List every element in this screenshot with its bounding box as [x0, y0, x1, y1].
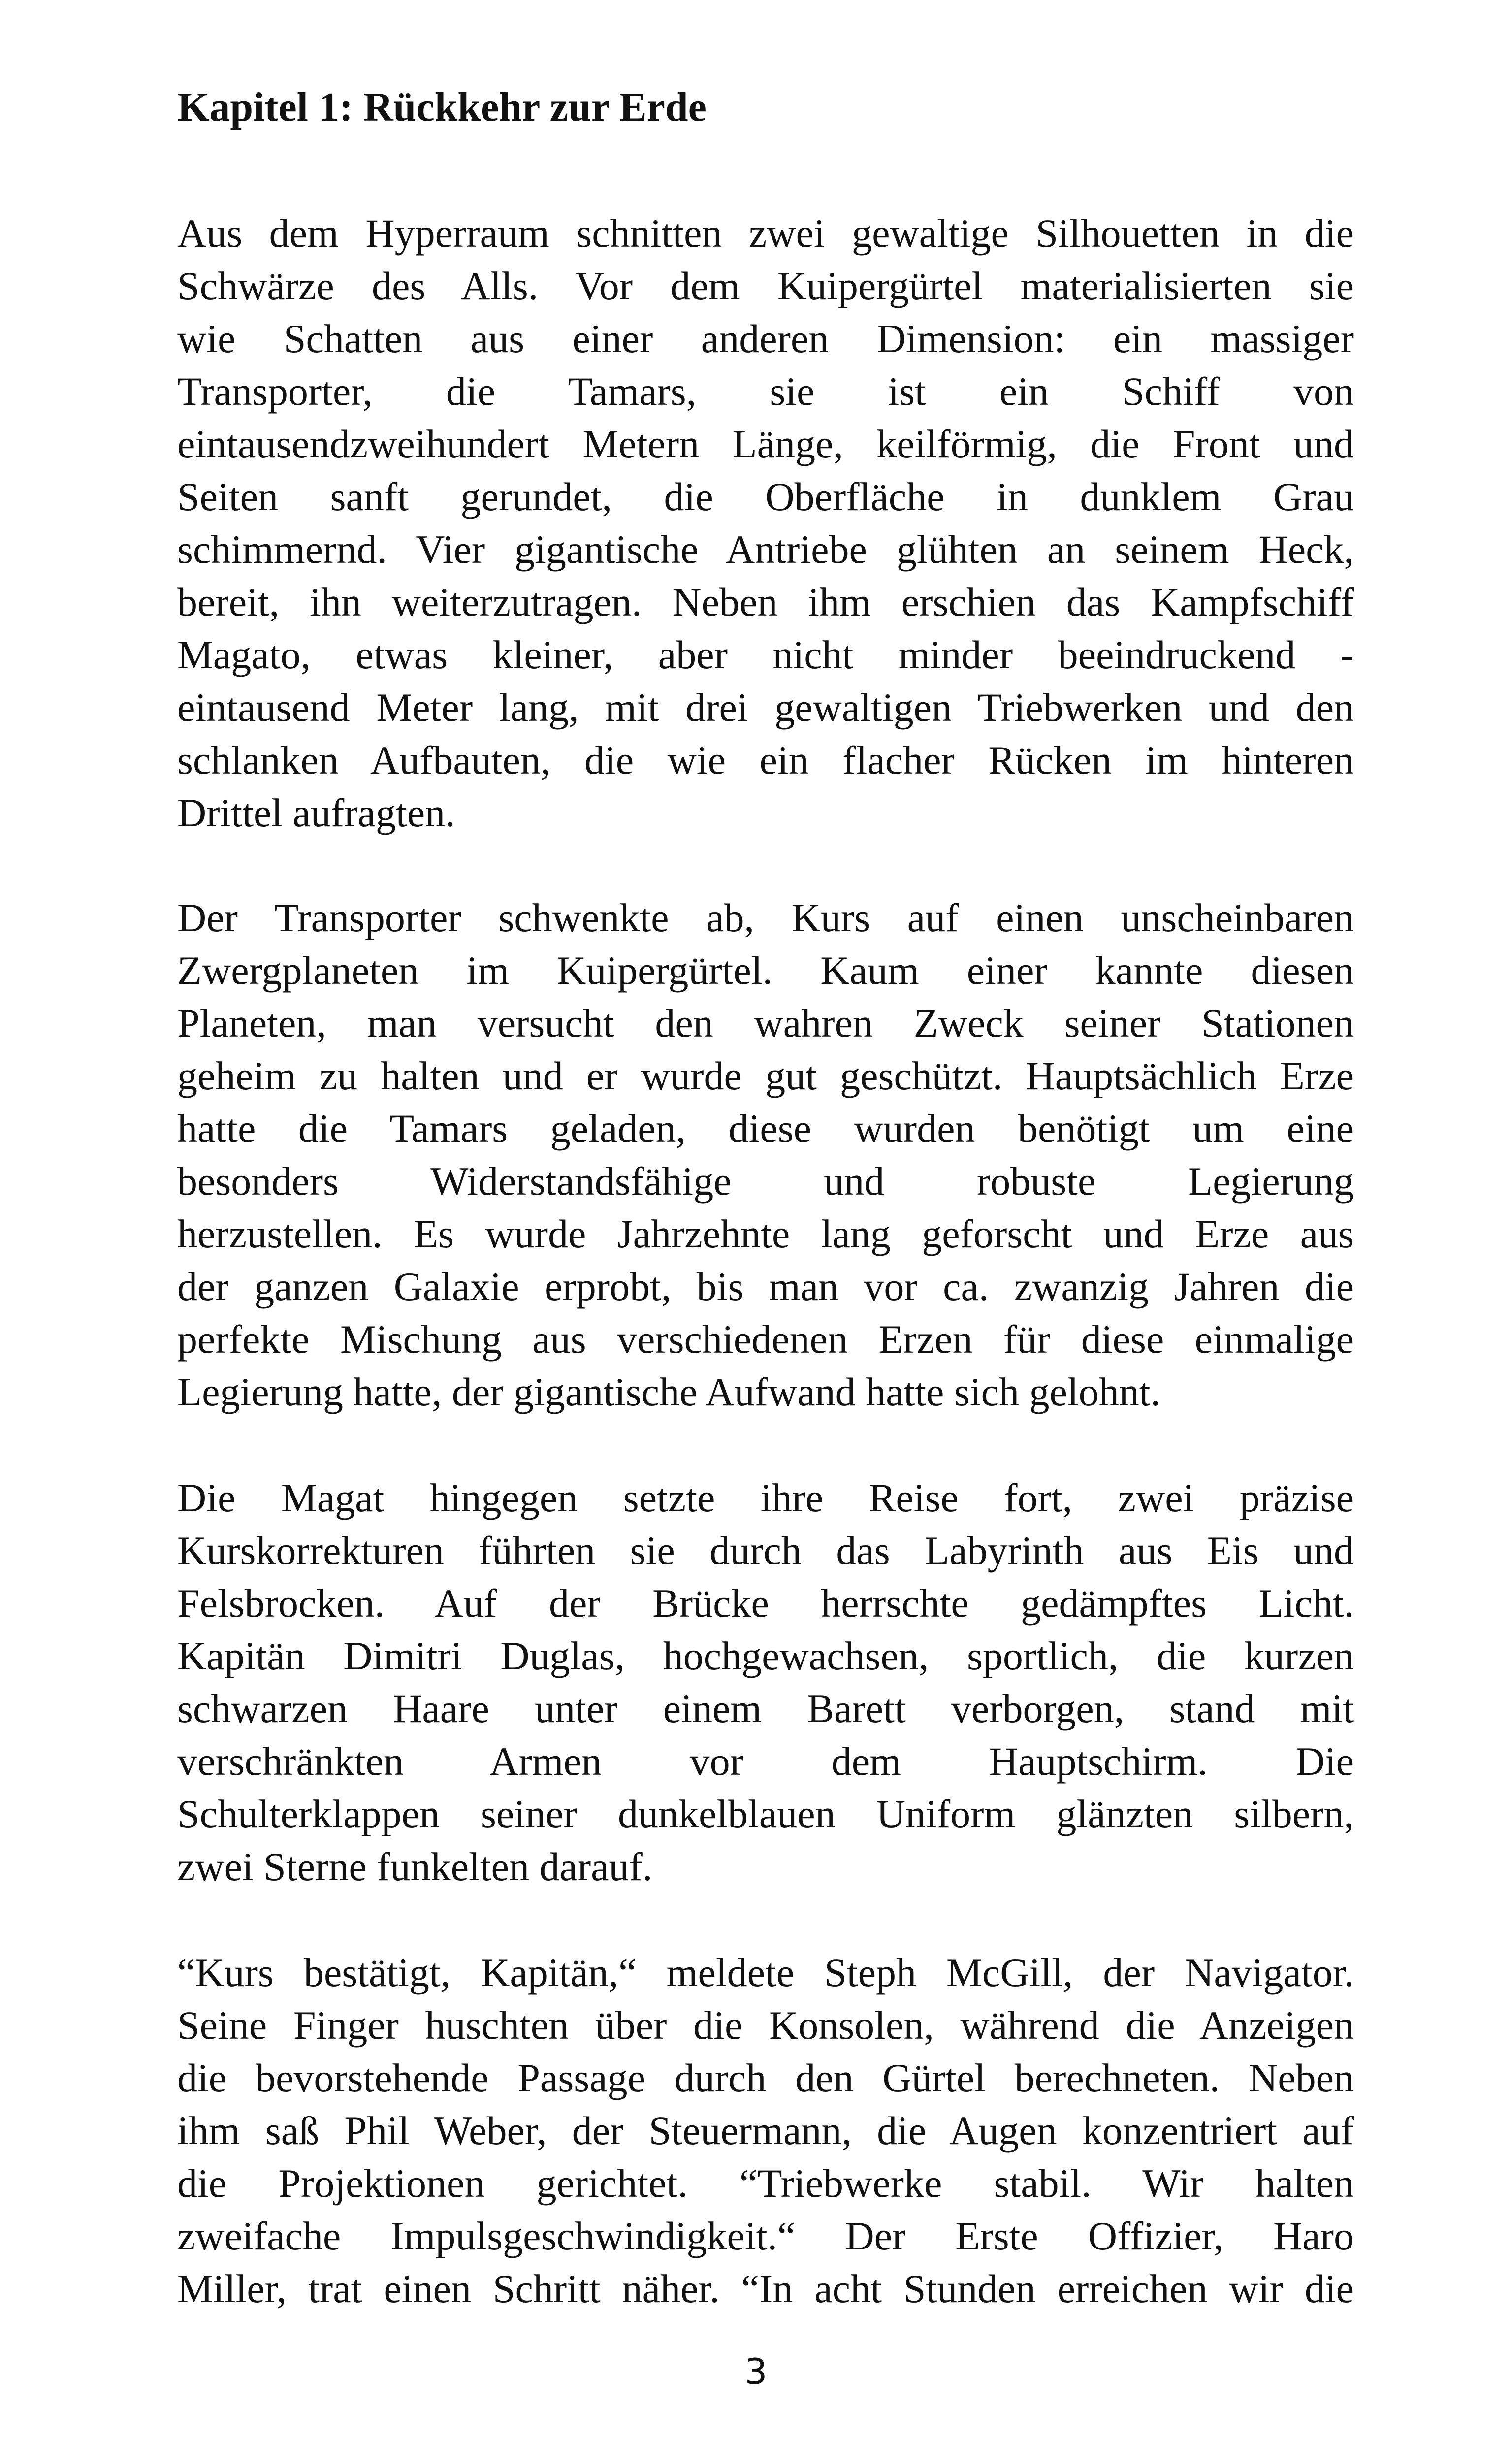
text-line: hatte die Tamars geladen, diese wurden benötigt um eine	[177, 1106, 1354, 1151]
text-line: schwarzen Haare unter einem Barett verborgen, stand mit	[177, 1686, 1354, 1731]
text-line: Transporter, die Tamars, sie ist ein Schiff von	[177, 369, 1354, 414]
text-line: Schulterklappen seiner dunkelblauen Uniform glänzten silbern,	[177, 1792, 1354, 1836]
text-line: wie Schatten aus einer anderen Dimension: ein massiger	[177, 316, 1354, 361]
text-line: Magato, etwas kleiner, aber nicht minder beeindruckend -	[177, 632, 1354, 677]
text-line: herzustellen. Es wurde Jahrzehnte lang geforscht und Erze aus	[177, 1211, 1354, 1256]
text-line: zweifache Impulsgeschwindigkeit.“ Der Erste Offizier, Haro	[177, 2214, 1354, 2258]
text-line: Aus dem Hyperraum schnitten zwei gewaltige Silhouetten in die	[177, 211, 1354, 256]
text-line: Kapitän Dimitri Duglas, hochgewachsen, sportlich, die kurzen	[177, 1633, 1354, 1678]
paragraph-2	[177, 891, 1354, 1418]
text-line: Die Magat hingegen setzte ihre Reise fort, zwei präzise	[177, 1475, 1354, 1520]
page-number: 3	[744, 2351, 768, 2392]
text-line: die Projektionen gerichtet. “Triebwerke stabil. Wir halten	[177, 2161, 1354, 2206]
text-line: zwei Sterne funkelten darauf.	[177, 1844, 653, 1889]
text-line: eintausend Meter lang, mit drei gewaltigen Triebwerken und den	[177, 685, 1354, 730]
text-line: Seiten sanft gerundet, die Oberfläche in dunklem Grau	[177, 474, 1354, 519]
text-line: Seine Finger huschten über die Konsolen, während die Anzeigen	[177, 2003, 1354, 2048]
text-line: verschränkten Armen vor dem Hauptschirm. Die	[177, 1739, 1354, 1784]
text-line: schlanken Aufbauten, die wie ein flacher Rücken im hinteren	[177, 738, 1354, 782]
text-line: perfekte Mischung aus verschiedenen Erzen für diese einmalige	[177, 1317, 1354, 1362]
text-line: der ganzen Galaxie erprobt, bis man vor ca. zwanzig Jahren die	[177, 1264, 1354, 1309]
text-line: Felsbrocken. Auf der Brücke herrschte gedämpftes Licht.	[177, 1581, 1354, 1626]
text-line: Schwärze des Alls. Vor dem Kuipergürtel materialisierten sie	[177, 263, 1354, 308]
paragraph-1	[177, 207, 1354, 839]
text-line: schimmernd. Vier gigantische Antriebe glühten an seinem Heck,	[177, 527, 1354, 572]
paragraph-3	[177, 1471, 1354, 1893]
text-line: bereit, ihn weiterzutragen. Neben ihm erschien das Kampfschiff	[177, 580, 1354, 624]
text-line: Drittel aufragten.	[177, 790, 455, 835]
text-line: ihm saß Phil Weber, der Steuermann, die Augen konzentriert auf	[177, 2108, 1354, 2153]
text-line: Miller, trat einen Schritt näher. “In acht Stunden erreichen wir die	[177, 2266, 1354, 2311]
paragraph-4	[177, 1946, 1354, 2315]
text-line: geheim zu halten und er wurde gut geschützt. Hauptsächlich Erze	[177, 1053, 1354, 1098]
text-line: Planeten, man versucht den wahren Zweck seiner Stationen	[177, 1001, 1354, 1045]
text-line: die bevorstehende Passage durch den Gürtel berechneten. Neben	[177, 2055, 1354, 2100]
chapter-title: Kapitel 1: Rückkehr zur Erde	[177, 84, 707, 130]
text-line: Kurskorrekturen führten sie durch das Labyrinth aus Eis und	[177, 1528, 1354, 1573]
text-line: besonders Widerstandsfähige und robuste Legierung	[177, 1159, 1354, 1204]
text-line: eintausendzweihundert Metern Länge, keilförmig, die Front und	[177, 422, 1354, 466]
text-line: Legierung hatte, der gigantische Aufwand hatte sich gelohnt.	[177, 1369, 1160, 1414]
text-line: Zwergplaneten im Kuipergürtel. Kaum einer kannte diesen	[177, 948, 1354, 993]
text-line: “Kurs bestätigt, Kapitän,“ meldete Steph McGill, der Navigator.	[177, 1950, 1354, 1995]
text-line: Der Transporter schwenkte ab, Kurs auf einen unscheinbaren	[177, 895, 1354, 940]
